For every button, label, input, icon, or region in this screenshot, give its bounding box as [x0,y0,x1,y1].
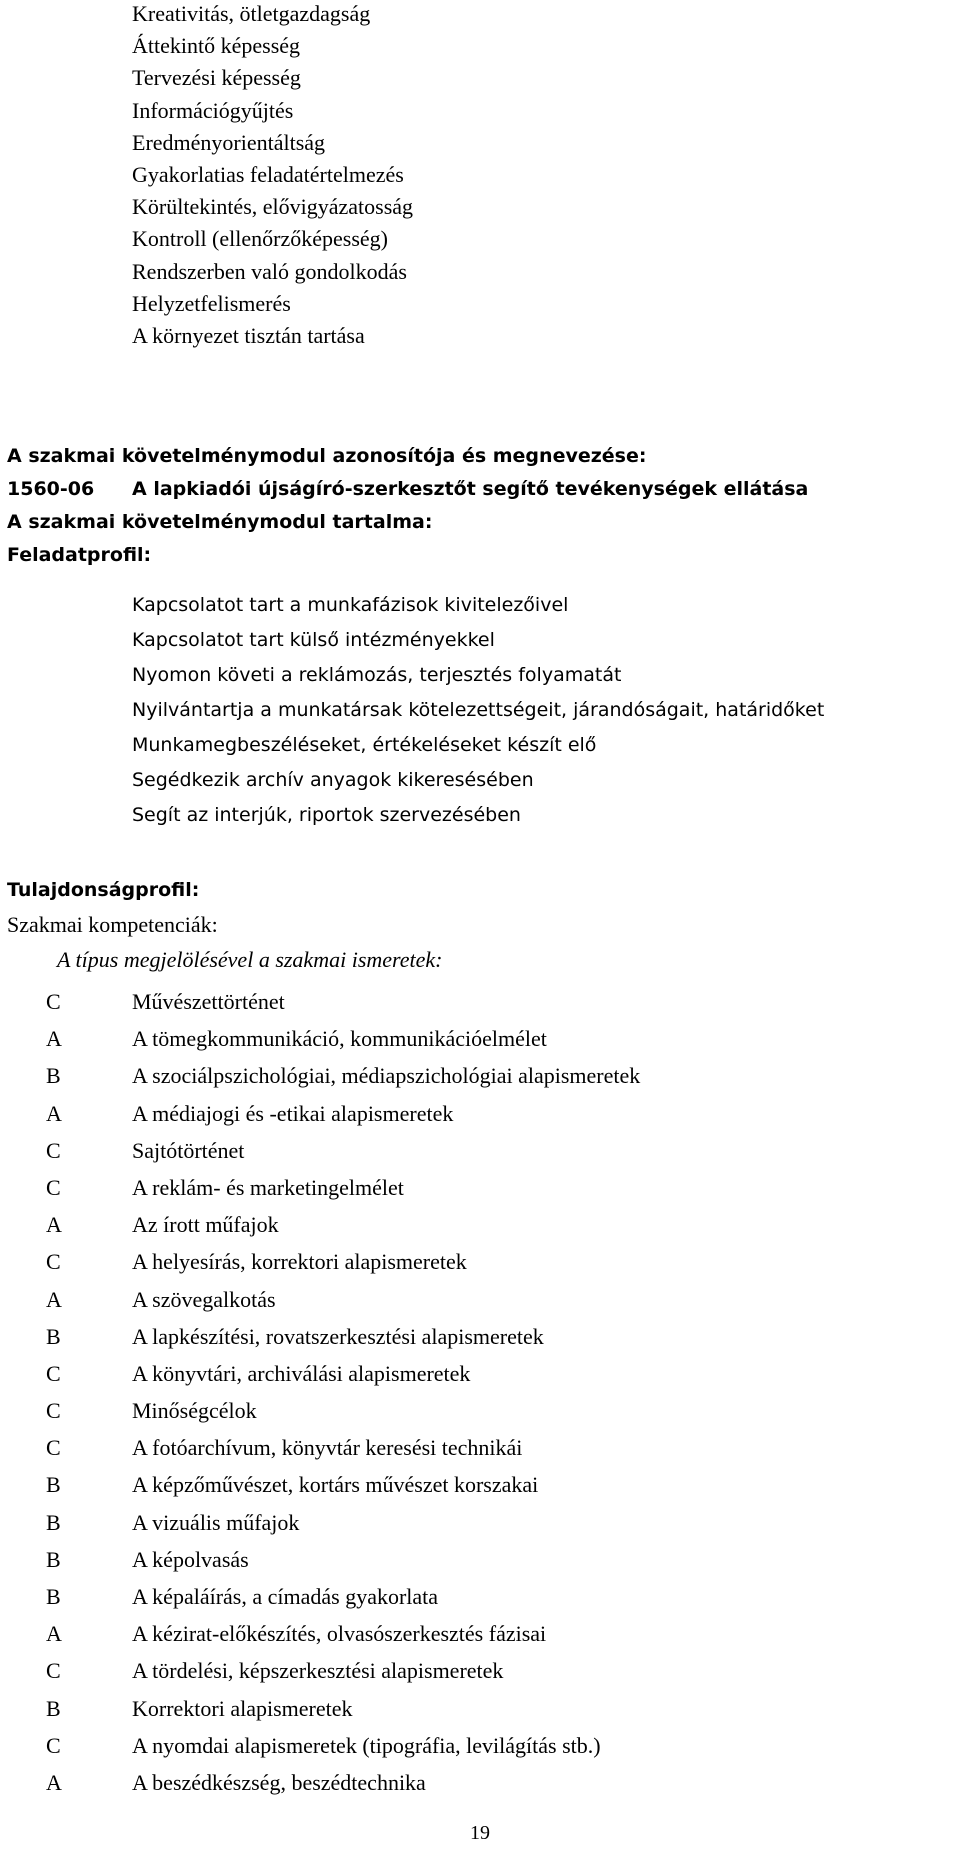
task-item: Segédkezik archív anyagok kikeresésében [132,769,534,791]
level-code: C [46,1137,61,1163]
knowledge-row [46,1768,640,1805]
level-code: B [46,1323,61,1349]
task-profile-heading: Feladatprofil: [7,544,152,566]
level-code: B [46,1584,61,1609]
knowledge-row [46,1396,640,1433]
knowledge-text: A fotóarchívum, könyvtár keresési technikái [132,1435,523,1461]
knowledge-row [46,987,640,1024]
competency-item: Kreativitás, ötletgazdagság [132,1,371,26]
knowledge-row [46,1508,640,1545]
task-list [132,590,824,835]
knowledge-row [46,1024,640,1061]
property-profile-heading: Tulajdonságprofil: [7,879,200,901]
level-code: A [46,1100,62,1126]
level-code: A [46,1212,62,1238]
property-profile-header [7,875,443,980]
knowledge-row [46,1285,640,1322]
knowledge-text: A kézirat-előkészítés, olvasószerkesztés fázisai [132,1621,547,1647]
knowledge-row [46,1470,640,1507]
knowledge-text: A könyvtári, archiválási alapismeretek [132,1360,471,1386]
knowledge-text: A tömegkommunikáció, kommunikációelmélet [132,1026,547,1052]
level-code: C [46,1435,61,1461]
competency-item: Rendszerben való gondolkodás [132,258,407,284]
knowledge-text: A képolvasás [132,1546,249,1572]
knowledge-table [46,987,640,1805]
level-code: C [46,1360,61,1386]
knowledge-row [46,1545,640,1582]
knowledge-text: A szövegalkotás [132,1286,276,1312]
knowledge-text: A reklám- és marketingelmélet [132,1174,404,1200]
knowledge-text: A beszédkészség, beszédtechnika [132,1769,426,1795]
task-item: Kapcsolatot tart külső intézményekkel [132,629,495,651]
level-code: A [46,1769,62,1795]
level-code: A [46,1621,62,1647]
knowledge-row [46,1619,640,1656]
knowledge-text: Korrektori alapismeretek [132,1695,353,1721]
competency-item: Információgyűjtés [132,97,294,123]
knowledge-row [46,1247,640,1284]
knowledge-row [46,1656,640,1693]
knowledge-text: Sajtótörténet [132,1137,245,1163]
task-item: Segít az interjúk, riportok szervezésében [132,804,521,826]
competency-item: Helyzetfelismerés [132,290,291,316]
level-code: B [46,1509,61,1535]
type-label: A típus megjelölésével a szakmai ismeretek: [57,947,443,972]
knowledge-text: Az írott műfajok [132,1212,279,1238]
knowledge-row [46,1582,640,1619]
module-header [7,441,808,573]
knowledge-text: A nyomdai alapismeretek (tipográfia, levilágítás stb.) [132,1732,601,1758]
knowledge-text: A lapkészítési, rovatszerkesztési alapismeretek [132,1323,544,1349]
knowledge-row [46,1136,640,1173]
module-name: A lapkiadói újságíró-szerkesztőt segítő tevékenységek ellátása [132,478,809,500]
competency-item: Körültekintés, elővigyázatosság [132,194,414,220]
knowledge-row [46,1210,640,1247]
level-code: B [46,1546,61,1572]
module-title-line [7,474,808,507]
competencies-subheading: Szakmai kompetenciák: [7,912,218,937]
task-item: Nyilvántartja a munkatársak kötelezettségeit, járandóságait, határidőket [132,699,825,721]
task-item: Nyomon követi a reklámozás, terjesztés folyamatát [132,664,622,686]
knowledge-text: A médiajogi és -etikai alapismeretek [132,1100,454,1126]
knowledge-row [46,1359,640,1396]
task-item: Munkamegbeszéléseket, értékeléseket készít elő [132,734,597,756]
knowledge-row [46,1173,640,1210]
level-code: A [46,1026,62,1052]
competency-item: Áttekintő képesség [132,33,301,59]
knowledge-row [46,1322,640,1359]
knowledge-row [46,1731,640,1768]
level-code: C [46,1732,61,1758]
module-id-heading: A szakmai követelménymodul azonosítója és megnevezése: [7,445,647,467]
knowledge-text: Minőségcélok [132,1398,257,1424]
module-code: 1560-06 [7,478,95,500]
knowledge-text: A tördelési, képszerkesztési alapismeretek [132,1658,504,1684]
knowledge-row [46,1694,640,1731]
level-code: B [46,1472,61,1498]
knowledge-row [46,1433,640,1470]
level-code: B [46,1063,61,1089]
knowledge-text: A vizuális műfajok [132,1509,300,1535]
competency-list [132,0,413,354]
knowledge-row [46,1099,640,1136]
level-code: C [46,1658,61,1684]
knowledge-text: A képzőművészet, kortárs művészet korszakai [132,1472,539,1498]
knowledge-text: A szociálpszichológiai, médiapszichológiai alapismeretek [132,1063,641,1089]
competency-item: Eredményorientáltság [132,129,326,155]
level-code: C [46,989,61,1014]
competency-item: A környezet tisztán tartása [132,322,365,348]
knowledge-text: A helyesírás, korrektori alapismeretek [132,1249,467,1275]
competency-item: Kontroll (ellenőrzőképesség) [132,226,388,252]
knowledge-text: Művészettörténet [132,989,285,1014]
level-code: C [46,1249,61,1275]
page-number: 19 [470,1822,490,1844]
knowledge-text: A képaláírás, a címadás gyakorlata [132,1584,439,1609]
knowledge-row [46,1061,640,1098]
task-item: Kapcsolatot tart a munkafázisok kivitelezőivel [132,594,569,616]
level-code: C [46,1174,61,1200]
level-code: C [46,1398,61,1424]
level-code: B [46,1695,61,1721]
level-code: A [46,1286,62,1312]
competency-item: Gyakorlatias feladatértelmezés [132,161,404,187]
competency-item: Tervezési képesség [132,65,301,91]
module-content-heading: A szakmai követelménymodul tartalma: [7,511,433,533]
